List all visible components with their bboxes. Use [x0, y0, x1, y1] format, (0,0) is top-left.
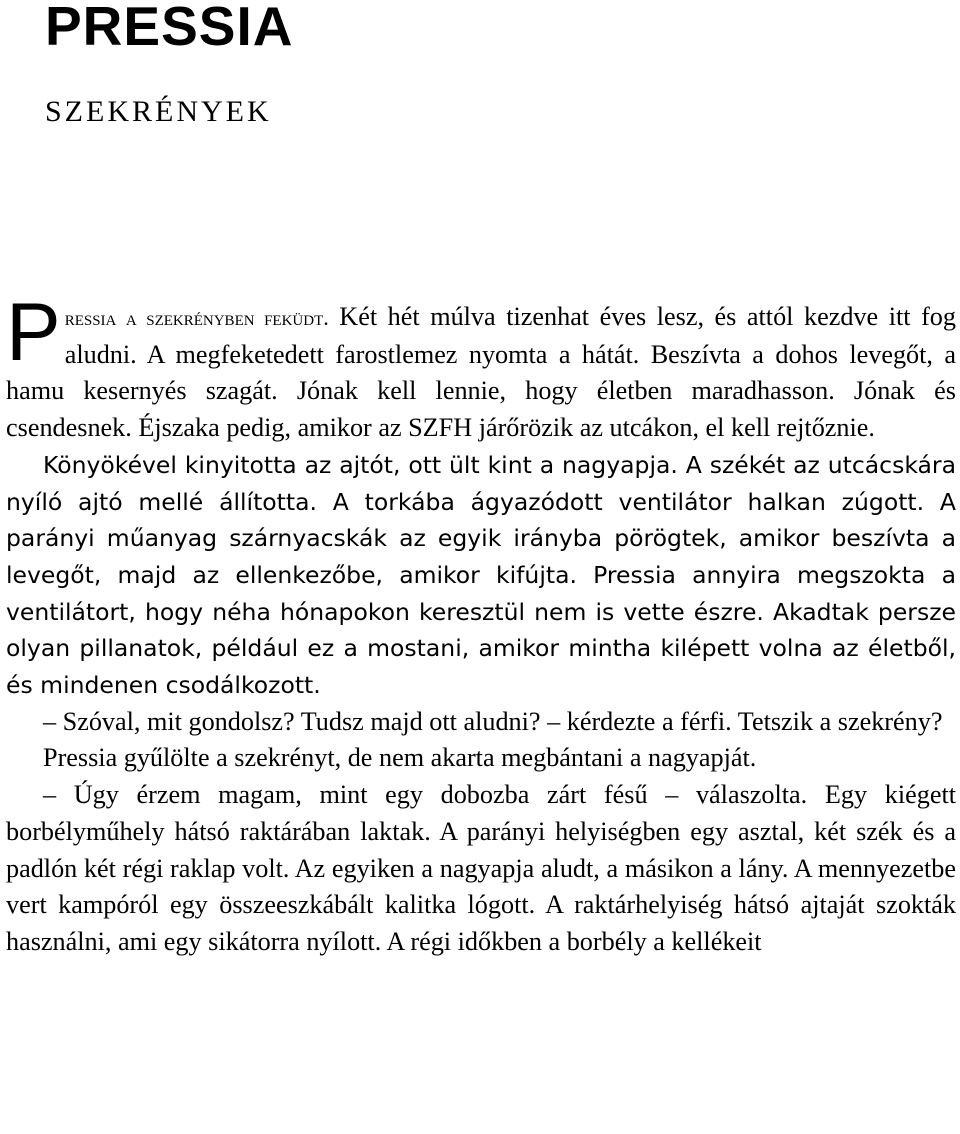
paragraph-2: Könyökével kinyitotta az ajtót, ott ült kint a nagyapja. A székét az utcácskára nyíló ajtó mellé állította. A torkába ágyazódott ventilátor halkan zúgott. A parányi műanyag szárnyacskák az egyik irányba pörögtek, amikor beszívta a levegőt, majd az ellenkezőbe, amikor kifújta. Pressia annyira megszokta a ventilátort, hogy néha hónapokon keresztül nem is vette észre. Akadtak persze olyan pillanatok, például ez a mostani, amikor mintha kilépett volna az életből, és mindenen csodálkozott.	[6, 450, 956, 700]
chapter-title: SZEKRÉNYEK	[45, 95, 272, 128]
opening-small-caps: ressia a szekrényben feküdt.	[64, 305, 329, 330]
paragraph-1	[6, 287, 956, 447]
body-text	[6, 287, 956, 961]
paragraph-1-text: Két hét múlva tizenhat éves lesz, és attól kezdve itt fog aludni. A megfeketedett farostlemez nyomta a hátát. Beszívta a dohos levegőt, a hamu kesernyés szagát. Jónak kell lennie, hogy életben maradhasson. Jónak és csendesnek. Éjszaka pedig, amikor az SZFH járőrözik az utcákon, el kell rejtőznie.	[6, 302, 956, 443]
drop-cap: P	[6, 287, 61, 378]
paragraph-4: Pressia gyűlölte a szekrényt, de nem akarta megbántani a nagyapját.	[43, 743, 757, 773]
paragraph-5: – Úgy érzem magam, mint egy dobozba zárt fésű – válaszolta. Egy kiégett borbélyműhely hátsó raktárában laktak. A parányi helyiségben egy asztal, két szék és a padlón két régi raklap volt. Az egyiken a nagyapja aludt, a másikon a lány. A mennyezetbe vert kampóról egy összeeszkábált kalitka lógott. A raktárhelyiség hátsó ajtaját szokták használni, ami egy sikátorra nyílott. A régi időkben a borbély a kellékeit	[6, 780, 956, 956]
book-title: PRESSIA	[45, 0, 294, 57]
paragraph-3: – Szóval, mit gondolsz? Tudsz majd ott aludni? – kérdezte a férfi. Tetszik a szekrény?	[43, 706, 943, 736]
